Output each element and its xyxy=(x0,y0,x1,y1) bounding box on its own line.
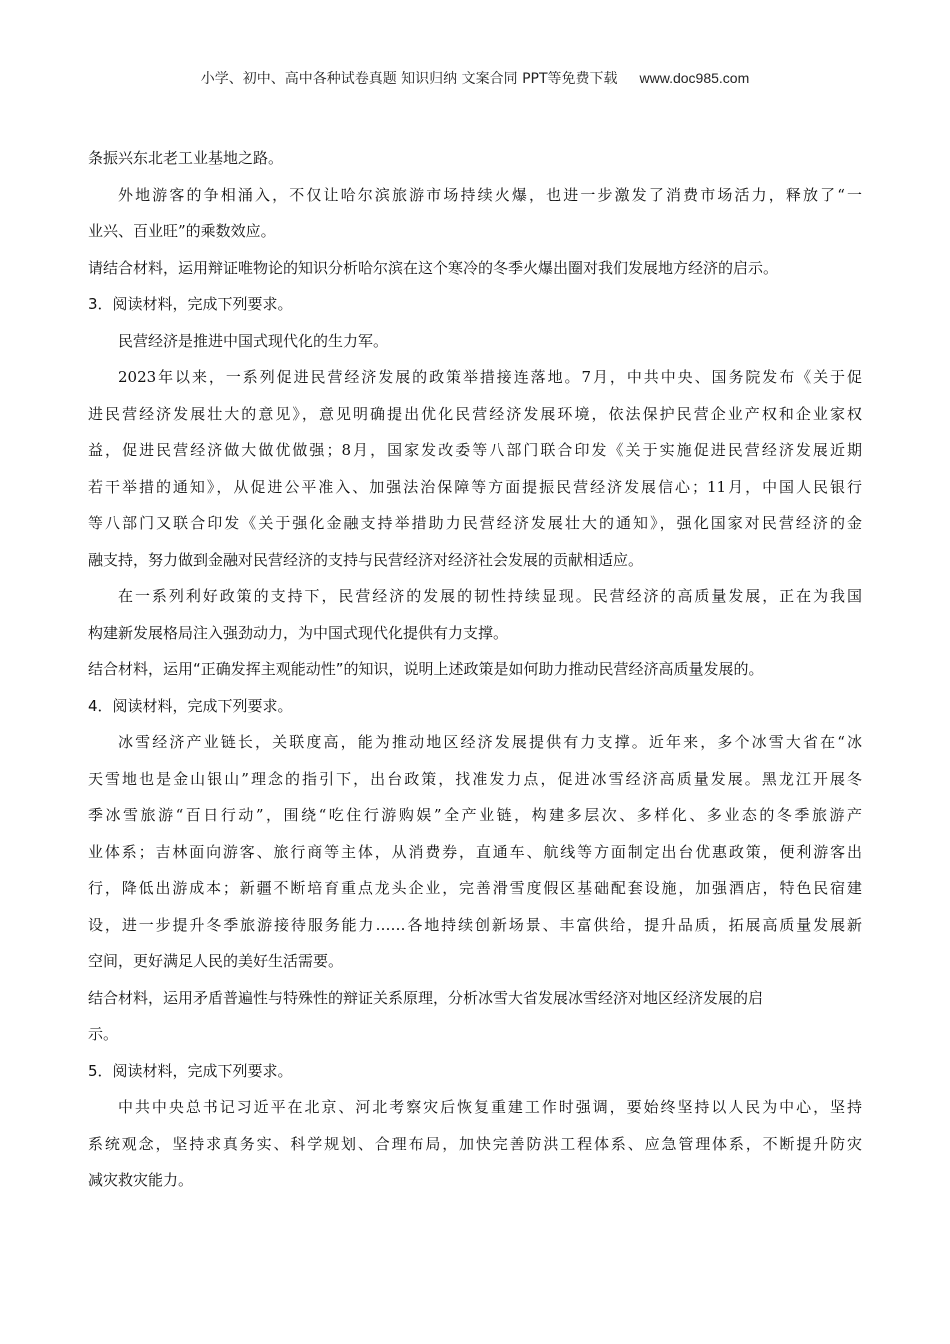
material-paragraph-line: 构建新发展格局注入强劲动力，为中国式现代化提供有力支撑。 xyxy=(88,623,509,642)
question-prompt: 请结合材料，运用辩证唯物论的知识分析哈尔滨在这个寒冷的冬季火爆出圈对我们发展地方经济的启示。 xyxy=(88,258,779,277)
question-prompt: 结合材料，运用矛盾普遍性与特殊性的辩证关系原理，分析冰雪大省发展冰雪经济对地区经济发展的启 xyxy=(88,988,764,1007)
material-paragraph-line: 2023年以来，一系列促进民营经济发展的政策举措接连落地。7月，中共中央、国务院发布《关于促 xyxy=(118,368,862,386)
material-paragraph-line: 民营经济是推进中国式现代化的生力军。 xyxy=(118,331,389,350)
body-line: 条振兴东北老工业基地之路。 xyxy=(88,149,284,167)
material-paragraph-line: 减灾救灾能力。 xyxy=(88,1171,194,1189)
header-text: 小学、初中、高中各种试卷真题 知识归纳 文案合同 PPT等免费下载 xyxy=(200,71,618,87)
material-paragraph-line: 天雪地也是金山银山”理念的指引下，出台政策，找准发力点，促进冰雪经济高质量发展。黑龙江开展冬 xyxy=(88,769,862,788)
material-paragraph-line: 系统观念，坚持求真务实、科学规划、合理布局，加快完善防洪工程体系、应急管理体系，不断提升防灾 xyxy=(88,1134,862,1153)
page-header xyxy=(0,68,950,88)
question-heading: 3．阅读材料，完成下列要求。 xyxy=(88,295,293,313)
material-paragraph-line: 外地游客的争相涌入，不仅让哈尔滨旅游市场持续火爆，也进一步激发了消费市场活力，释放了“一 xyxy=(118,185,862,204)
material-paragraph-line: 等八部门又联合印发《关于强化金融支持举措助力民营经济发展壮大的通知》，强化国家对民营经济的金 xyxy=(88,514,862,532)
material-paragraph-line: 中共中央总书记习近平在北京、河北考察灾后恢复重建工作时强调，要始终坚持以人民为中心，坚持 xyxy=(118,1098,862,1116)
question-heading: 5．阅读材料，完成下列要求。 xyxy=(88,1061,293,1080)
question-heading: 4．阅读材料，完成下列要求。 xyxy=(88,696,293,715)
material-paragraph-line: 若干举措的通知》，从促进公平准入、加强法治保障等方面提振民营经济发展信心；11月，中国人民银行 xyxy=(88,477,862,496)
material-paragraph-line: 益，促进民营经济做大做优做强；8月，国家发改委等八部门联合印发《关于实施促进民营经济发展近期 xyxy=(88,441,862,459)
material-paragraph-line: 空间，更好满足人民的美好生活需要。 xyxy=(88,952,344,970)
material-paragraph-line: 季冰雪旅游“百日行动”，围绕“吃住行游购娱”全产业链，构建多层次、多样化、多业态的冬季旅游产 xyxy=(88,806,862,824)
material-paragraph-line: 业兴、百业旺”的乘数效应。 xyxy=(88,222,276,240)
document-body xyxy=(88,140,862,1199)
question-prompt: 示。 xyxy=(88,1025,119,1043)
material-paragraph-line: 冰雪经济产业链长，关联度高，能为推动地区经济发展提供有力支撑。近年来，多个冰雪大省在“冰 xyxy=(118,733,862,751)
material-paragraph-line: 融支持，努力做到金融对民营经济的支持与民营经济对经济社会发展的贡献相适应。 xyxy=(88,550,644,569)
material-paragraph-line: 在一系列利好政策的支持下，民营经济的发展的韧性持续显现。民营经济的高质量发展，正在为我国 xyxy=(118,587,862,605)
material-paragraph-line: 进民营经济发展壮大的意见》，意见明确提出优化民营经济发展环境，依法保护民营企业产权和企业家权 xyxy=(88,404,862,423)
material-paragraph-line: 设，进一步提升冬季旅游接待服务能力……各地持续创新场景、丰富供给，提升品质，拓展高质量发展新 xyxy=(88,915,862,934)
material-paragraph-line: 行，降低出游成本；新疆不断培育重点龙头企业，完善滑雪度假区基础配套设施，加强酒店，特色民宿建 xyxy=(88,879,862,897)
material-paragraph-line: 业体系；吉林面向游客、旅行商等主体，从消费券，直通车、航线等方面制定出台优惠政策，便利游客出 xyxy=(88,842,862,861)
header-website-link[interactable]: www.doc985.com xyxy=(639,70,750,86)
question-prompt: 结合材料，运用“正确发挥主观能动性”的知识，说明上述政策是如何助力推动民营经济高质量发展的。 xyxy=(88,660,764,678)
